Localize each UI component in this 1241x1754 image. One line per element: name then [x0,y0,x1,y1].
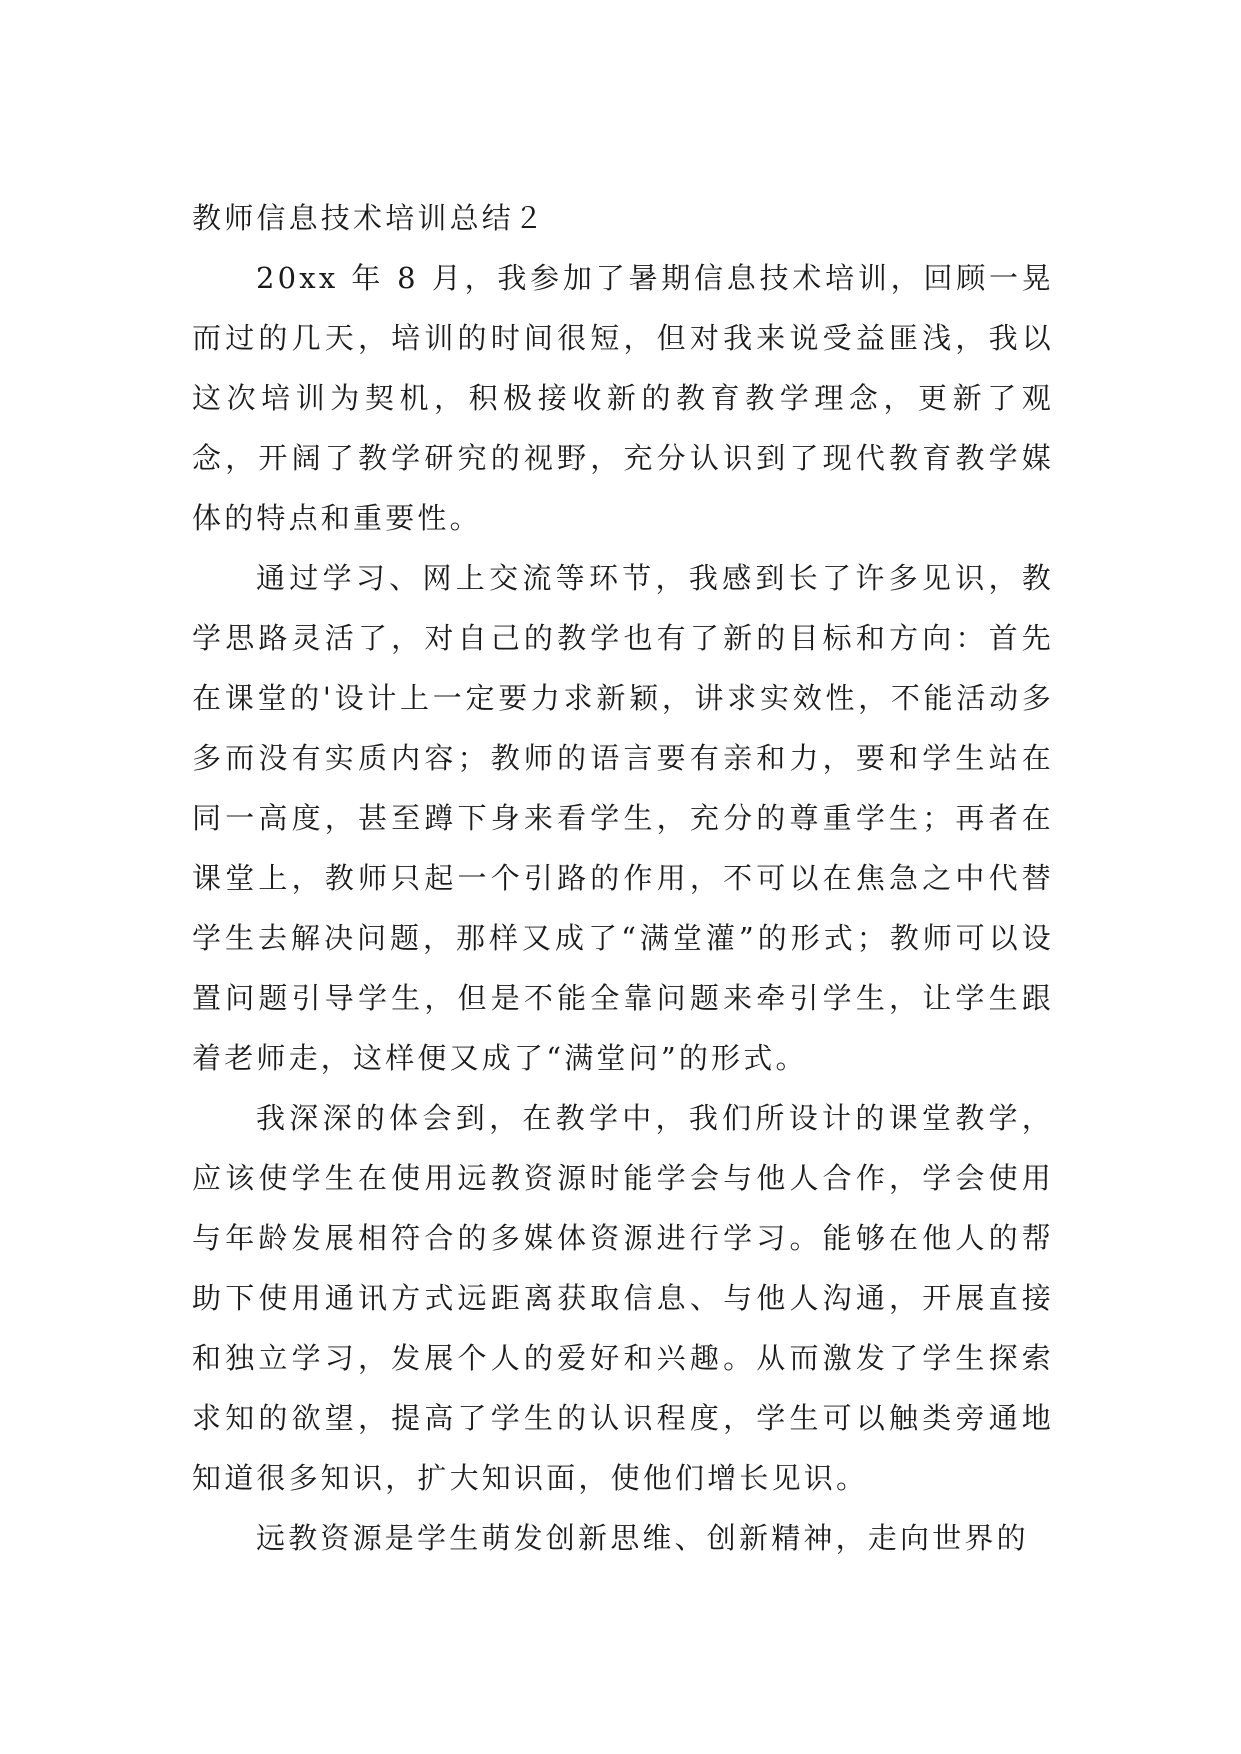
document-body [192,188,1054,1568]
document-title: 教师信息技术培训总结２ [192,201,547,235]
paragraph-1: 20xx 年 8 月，我参加了暑期信息技术培训，回顾一晃而过的几天，培训的时间很短，但对我来说受益匪浅，我以这次培训为契机，积极接收新的教育教学理念，更新了观念，开阔了教学研究的视野，充分认识到了现代教育教学媒体的特点和重要性。 [192,261,1054,535]
paragraph-2: 通过学习、网上交流等环节，我感到长了许多见识，教学思路灵活了，对自己的教学也有了新的目标和方向：首先在课堂的'设计上一定要力求新颖，讲求实效性，不能活动多多而没有实质内容；教师的语言要有亲和力，要和学生站在同一高度，甚至蹲下身来看学生，充分的尊重学生；再者在课堂上，教师只起一个引路的作用，不可以在焦急之中代替学生去解决问题，那样又成了“满堂灌”的形式；教师可以设置问题引导学生，但是不能全靠问题来牵引学生，让学生跟着老师走，这样便又成了“满堂问”的形式。 [192,561,1054,1075]
paragraph-3: 我深深的体会到，在教学中，我们所设计的课堂教学，应该使学生在使用远教资源时能学会与他人合作，学会使用与年龄发展相符合的多媒体资源进行学习。能够在他人的帮助下使用通讯方式远距离获取信息、与他人沟通，开展直接和独立学习，发展个人的爱好和兴趣。从而激发了学生探索求知的欲望，提高了学生的认识程度，学生可以触类旁通地知道很多知识，扩大知识面，使他们增长见识。 [192,1101,1054,1495]
paragraph-4: 远教资源是学生萌发创新思维、创新精神，走向世界的 [256,1521,1029,1555]
